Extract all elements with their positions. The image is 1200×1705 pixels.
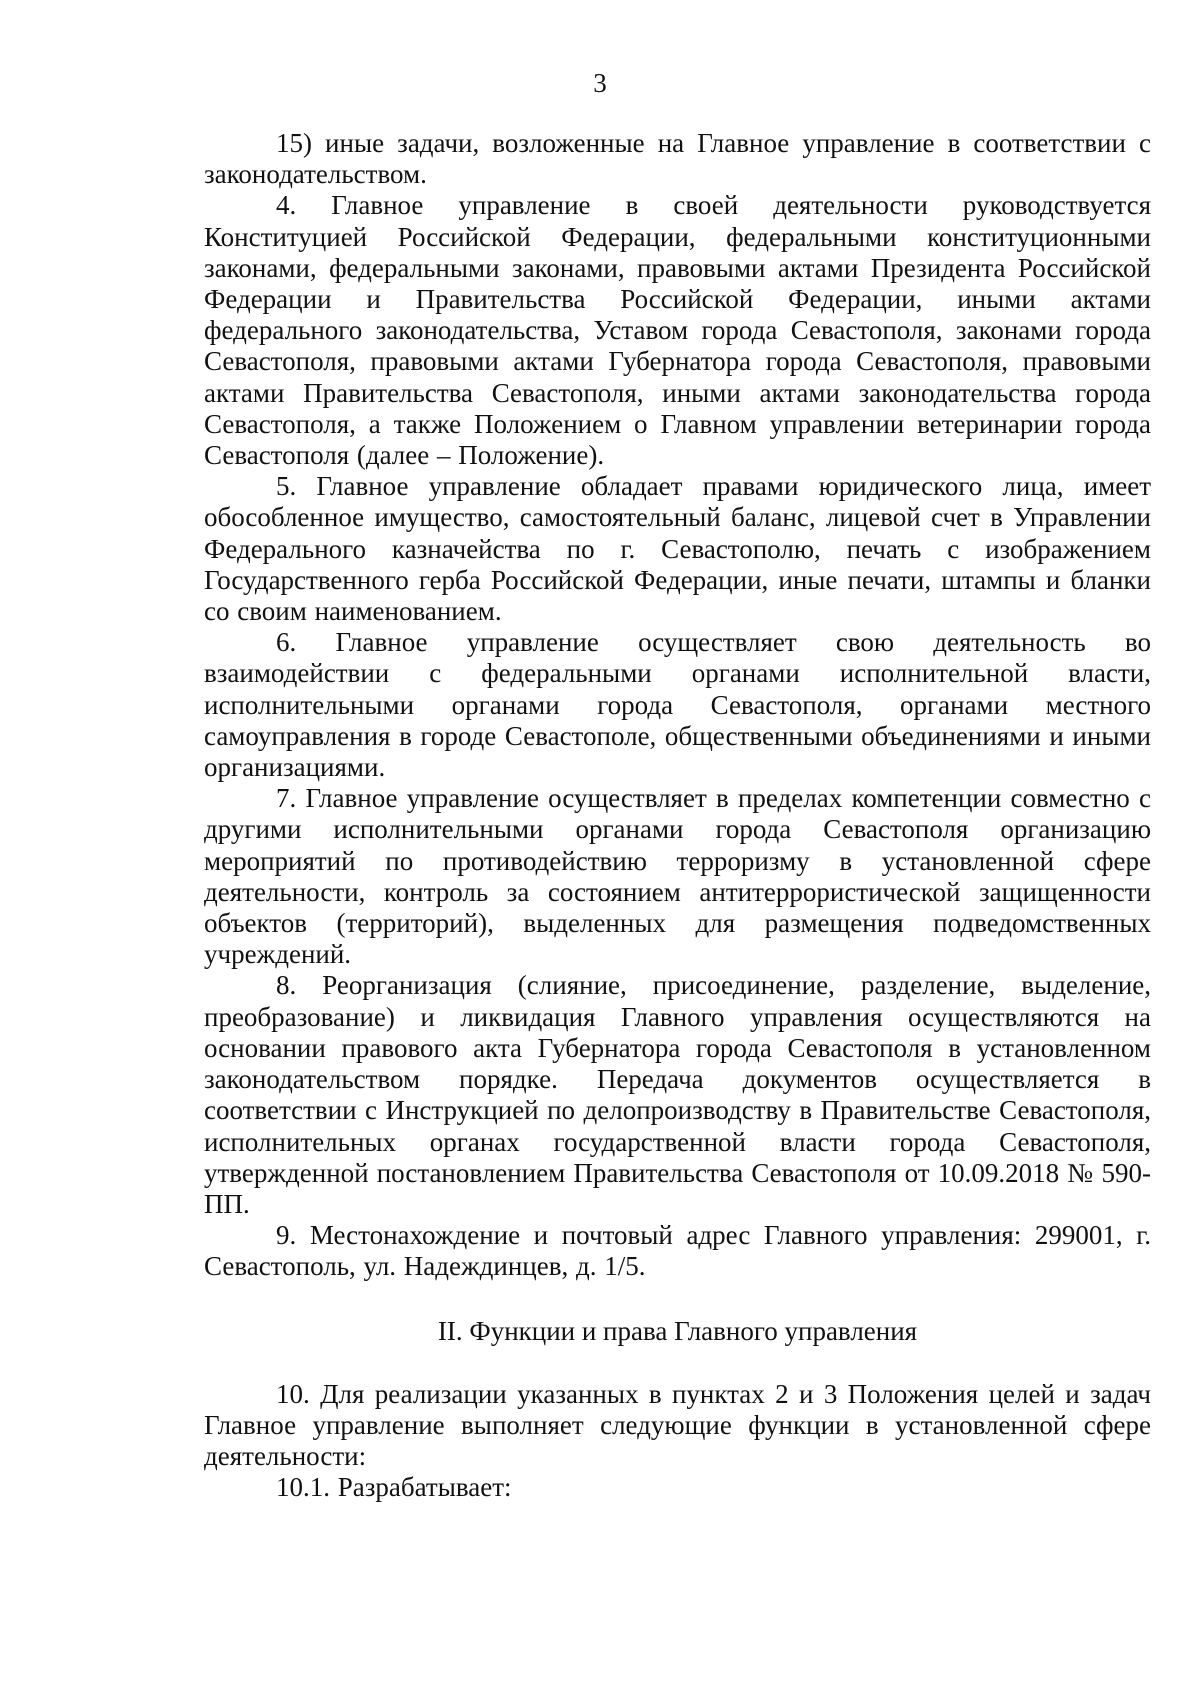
paragraph-9-address: 9. Местонахождение и почтовый адрес Главного управления: 299001, г. Севастополь, ул. Надеждинцев, д. 1/5.	[204, 1220, 1151, 1282]
paragraph-15-other-tasks: 15) иные задачи, возложенные на Главное управление в соответствии с законодательством.	[204, 128, 1151, 190]
paragraph-4-legal-basis: 4. Главное управление в своей деятельности руководствуется Конституцией Российской Федерации, федеральными конституционными законами, федеральными законами, правовыми актами Президента Российской Федерации и Правительства Российской Федерации, иными актами федерального законодательства, Уставом города Севастополя, законами города Севастополя, правовыми актами Губернатора города Севастополя, правовыми актами Правительства Севастополя, иными актами законодательства города Севастополя, а также Положением о Главном управлении ветеринарии города Севастополя (далее – Положение).	[204, 190, 1151, 471]
paragraph-10-1-develops: 10.1. Разрабатывает:	[276, 1472, 512, 1503]
paragraph-5-legal-entity: 5. Главное управление обладает правами юридического лица, имеет обособленное имущество, самостоятельный баланс, лицевой счет в Управлении Федерального казначейства по г. Севастополю, печать с изображением Государственного герба Российской Федерации, иные печати, штампы и бланки со своим наименованием.	[204, 471, 1151, 627]
section-heading: II. Функции и права Главного управления	[437, 1315, 918, 1346]
page-number: 3	[593, 68, 607, 98]
paragraph-6-interaction: 6. Главное управление осуществляет свою деятельность во взаимодействии с федеральными органами исполнительной власти, исполнительными органами города Севастополя, органами местного самоуправления в городе Севастополе, общественными объединениями и иными организациями.	[204, 627, 1151, 783]
paragraph-8-reorganization: 8. Реорганизация (слияние, присоединение, разделение, выделение, преобразование) и ликвидация Главного управления осуществляются на основании правового акта Губернатора города Севастополя в установленном законодательством порядке. Передача документов осуществляется в соответствии с Инструкцией по делопроизводству в Правительстве Севастополя, исполнительных органах государственной власти города Севастополя, утвержденной постановлением Правительства Севастополя от 10.09.2018 № 590-ПП.	[204, 970, 1151, 1219]
document-body	[204, 128, 1151, 1503]
paragraph-10-functions: 10. Для реализации указанных в пунктах 2 и 3 Положения целей и задач Главное управление выполняет следующие функции в установленной сфере деятельности:	[204, 1378, 1151, 1471]
paragraph-7-antiterrorism: 7. Главное управление осуществляет в пределах компетенции совместно с другими исполнительными органами города Севастополя организацию мероприятий по противодействию терроризму в установленной сфере деятельности, контроль за состоянием антитеррористической защищенности объектов (территорий), выделенных для размещения подведомственных учреждений.	[204, 783, 1151, 970]
